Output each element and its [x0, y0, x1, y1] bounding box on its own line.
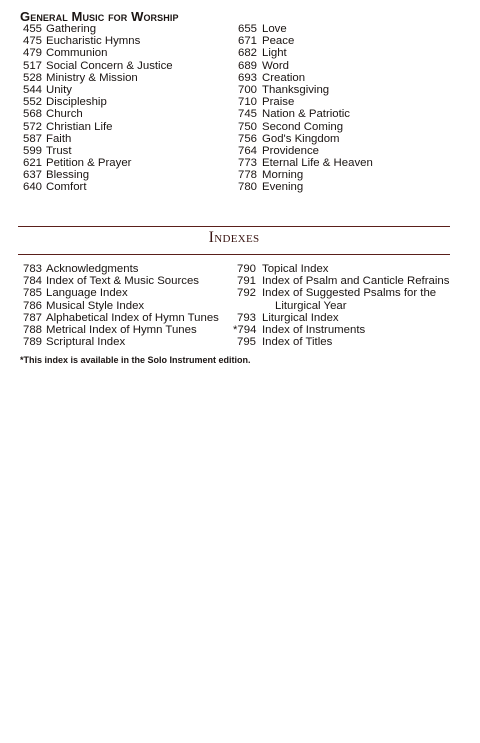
entry-label: Faith — [46, 132, 72, 145]
entry-number: 544 — [22, 83, 42, 96]
entry-label: Trust — [46, 144, 72, 157]
entry-number: 572 — [22, 120, 42, 133]
entry-number: 700 — [237, 83, 257, 96]
entry-label: Unity — [46, 83, 72, 96]
hymn-category-row — [20, 84, 220, 96]
divider-rule-bottom — [18, 254, 450, 255]
entry-label: Communion — [46, 47, 108, 60]
index-row — [20, 324, 230, 336]
hymn-category-row — [235, 145, 465, 157]
entry-number: 785 — [22, 287, 42, 300]
entry-label: Index of Text & Music Sources — [46, 275, 199, 288]
entry-number: 773 — [237, 157, 257, 170]
index-row — [20, 275, 230, 287]
entry-label: Liturgical Index — [262, 311, 339, 324]
hymn-category-row — [235, 84, 465, 96]
entry-number: 682 — [237, 47, 257, 60]
entry-number: 637 — [22, 169, 42, 182]
entry-label: Creation — [262, 71, 306, 84]
hymn-category-row — [235, 169, 465, 181]
entry-number: 792 — [236, 287, 256, 300]
entry-label: Index of Psalm and Canticle Refrains — [262, 275, 450, 288]
entry-number: 786 — [22, 299, 42, 312]
entry-label: Scriptural Index — [46, 336, 126, 349]
entry-number: 689 — [237, 59, 257, 72]
hymn-category-row — [20, 96, 220, 108]
entry-label: Gathering — [46, 23, 97, 35]
entry-label: Index of Instruments — [262, 323, 366, 336]
hymn-list-right — [235, 23, 465, 194]
index-list-left — [20, 263, 230, 348]
entry-number: 756 — [237, 132, 257, 145]
hymn-category-row — [235, 60, 465, 72]
entry-number: 789 — [22, 336, 42, 349]
entry-number: *794 — [233, 323, 257, 336]
index-row — [233, 275, 473, 287]
hymn-category-row — [20, 121, 220, 133]
entry-label: Petition & Prayer — [46, 157, 132, 170]
entry-number: 795 — [236, 336, 256, 349]
entry-label: Ministry & Mission — [46, 71, 138, 84]
hymn-category-row — [20, 72, 220, 84]
entry-number: 599 — [22, 144, 42, 157]
hymn-category-row — [20, 23, 220, 35]
hymn-list-left — [20, 23, 220, 194]
hymn-category-row — [235, 96, 465, 108]
entry-label: Topical Index — [262, 263, 329, 275]
entry-label: Light — [262, 47, 287, 60]
entry-number: 655 — [237, 23, 257, 35]
hymn-category-row — [235, 181, 465, 193]
entry-label: Love — [262, 23, 287, 35]
entry-number: 552 — [22, 96, 42, 109]
index-row — [20, 312, 230, 324]
index-row — [233, 336, 473, 348]
entry-label: Nation & Patriotic — [262, 108, 350, 121]
entry-number: 640 — [22, 181, 42, 194]
entry-number: 780 — [237, 181, 257, 194]
hymn-category-row — [235, 108, 465, 120]
entry-label: Christian Life — [46, 120, 113, 133]
hymn-category-row — [235, 72, 465, 84]
entry-number: 793 — [236, 311, 256, 324]
hymn-category-row — [20, 35, 220, 47]
entry-number: 621 — [22, 157, 42, 170]
index-row — [20, 300, 230, 312]
entry-number: 693 — [237, 71, 257, 84]
entry-number: 784 — [22, 275, 42, 288]
entry-label: Comfort — [46, 181, 87, 194]
entry-label: Eternal Life & Heaven — [262, 157, 373, 170]
entry-number: 479 — [22, 47, 42, 60]
entry-label: Praise — [262, 96, 295, 109]
entry-number: 778 — [237, 169, 257, 182]
entry-number: 671 — [237, 35, 257, 48]
entry-number: 791 — [236, 275, 256, 288]
entry-number: 788 — [22, 323, 42, 336]
hymn-category-row — [235, 35, 465, 47]
entry-number: 475 — [22, 35, 42, 48]
hymn-category-row — [20, 47, 220, 59]
entry-label: Peace — [262, 35, 295, 48]
hymn-category-row — [20, 133, 220, 145]
entry-label: Morning — [262, 169, 304, 182]
entry-label: Discipleship — [46, 96, 107, 109]
hymn-category-row — [235, 121, 465, 133]
entry-label: Blessing — [46, 169, 90, 182]
entry-label: Index of Suggested Psalms for the — [262, 287, 437, 300]
entry-number: 517 — [22, 59, 42, 72]
index-row — [233, 287, 473, 311]
entry-label: Acknowledgments — [46, 263, 139, 275]
indexes-heading: Indexes — [208, 229, 260, 246]
index-row — [20, 336, 230, 348]
entry-number: 750 — [237, 120, 257, 133]
entry-label: Providence — [262, 144, 319, 157]
entry-number: 790 — [236, 263, 256, 275]
hymn-category-row — [20, 169, 220, 181]
index-row — [233, 324, 473, 336]
entry-label: Social Concern & Justice — [46, 59, 173, 72]
entry-number: 528 — [22, 71, 42, 84]
entry-label-continued: Liturgical Year — [275, 299, 347, 312]
footnote: *This index is available in the Solo Instrument edition. — [20, 355, 251, 365]
hymn-category-row — [20, 60, 220, 72]
hymn-category-row — [20, 145, 220, 157]
entry-label: Eucharistic Hymns — [46, 35, 141, 48]
section-title: General Music for Worship — [20, 9, 179, 24]
entry-label: Second Coming — [262, 120, 344, 133]
entry-label: Word — [262, 59, 290, 72]
entry-number: 783 — [22, 263, 42, 275]
hymn-category-row — [235, 133, 465, 145]
entry-label: God's Kingdom — [262, 132, 340, 145]
entry-label: Alphabetical Index of Hymn Tunes — [46, 311, 219, 324]
entry-label: Metrical Index of Hymn Tunes — [46, 323, 197, 336]
entry-label: Evening — [262, 181, 304, 194]
entry-number: 764 — [237, 144, 257, 157]
index-row — [233, 263, 473, 275]
entry-number: 568 — [22, 108, 42, 121]
entry-label: Language Index — [46, 287, 128, 300]
entry-number: 787 — [22, 311, 42, 324]
entry-label: Church — [46, 108, 83, 121]
index-row — [20, 263, 230, 275]
index-row — [233, 312, 473, 324]
hymn-category-row — [235, 47, 465, 59]
entry-number: 587 — [22, 132, 42, 145]
hymn-category-row — [20, 108, 220, 120]
entry-label: Thanksgiving — [262, 83, 330, 96]
entry-number: 710 — [237, 96, 257, 109]
entry-number: 455 — [22, 23, 42, 35]
entry-label: Musical Style Index — [46, 299, 145, 312]
entry-label: Index of Titles — [262, 336, 333, 349]
index-list-right — [233, 263, 473, 348]
hymn-category-row — [235, 157, 465, 169]
index-row — [20, 287, 230, 299]
divider-rule-top — [18, 226, 450, 227]
hymn-category-row — [20, 157, 220, 169]
hymn-category-row — [20, 181, 220, 193]
entry-number: 745 — [237, 108, 257, 121]
hymn-category-row — [235, 23, 465, 35]
